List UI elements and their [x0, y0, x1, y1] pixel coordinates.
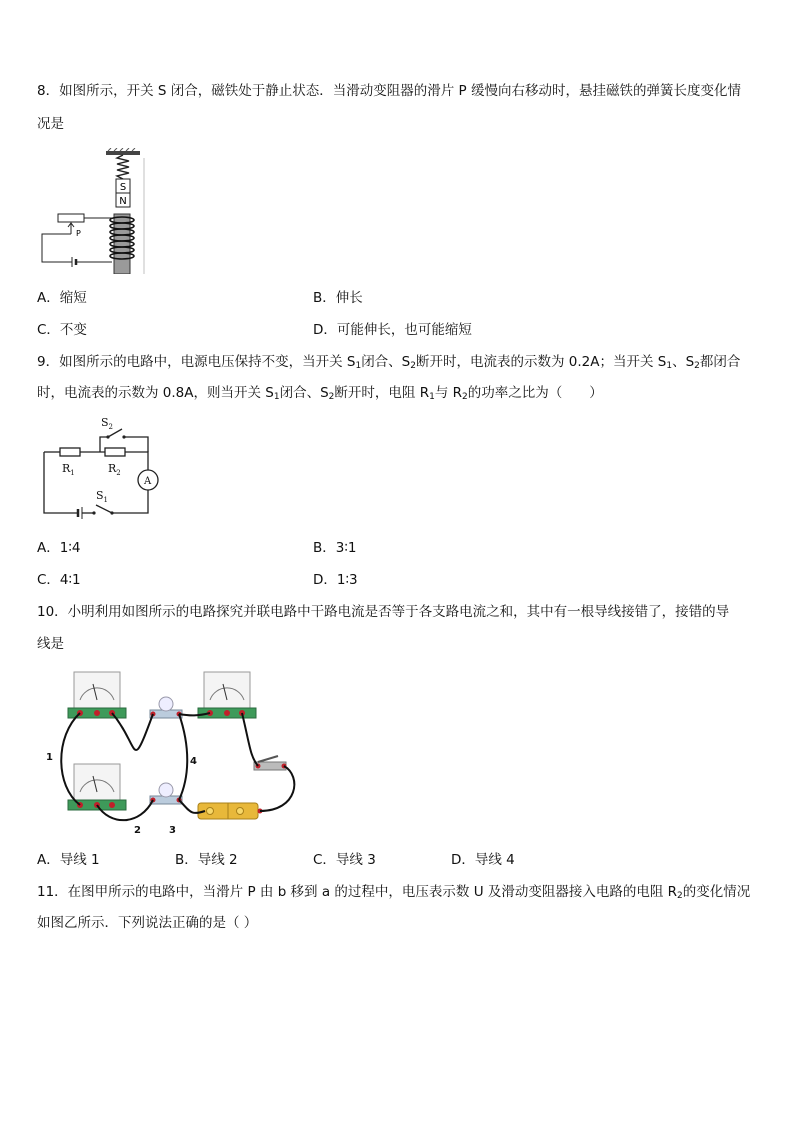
q9-option-d[interactable]: D．1∶3	[313, 572, 358, 588]
s1-label: $S_1$	[96, 489, 109, 504]
q9-option-a[interactable]: A．1∶4	[37, 540, 81, 556]
wire-left	[44, 452, 78, 513]
s1-blade	[96, 505, 112, 513]
ceiling-mount	[106, 151, 140, 155]
s2-right-wire	[124, 437, 148, 452]
q10-figure	[40, 666, 302, 838]
switch	[254, 756, 287, 770]
q8-stem-line1: 8．如图所示，开关 S 闭合，磁铁处于静止状态．当滑动变阻器的滑片 P 缓慢向右移动时，悬挂磁铁的弹簧长度变化情	[37, 83, 741, 99]
q10-stem-line2: 线是	[37, 636, 64, 652]
r2-label: $R_2$	[108, 462, 121, 477]
ammeter-top-right	[198, 672, 256, 718]
q9-stem-line2: 时，电流表的示数为 0.8A，则当开关 $S_1$闭合、$S_2$断开时，电阻 $R_1$与 $R_2$的功率之比为（ ）	[37, 385, 603, 402]
wire-right-bottom	[112, 490, 148, 513]
q8-option-d[interactable]: D．可能伸长，也可能缩短	[313, 322, 472, 338]
battery-pack	[198, 803, 263, 819]
q11-stem-line2: 如图乙所示．下列说法正确的是（ ）	[37, 915, 258, 931]
s2-left-wire	[100, 437, 108, 452]
ammeter-top-left	[68, 672, 126, 718]
slider-p-label: P	[76, 229, 81, 238]
magnet-n-label: N	[119, 196, 127, 207]
wire-meter-switch	[242, 713, 258, 766]
ammeter-label: A	[144, 476, 152, 487]
q8-stem-line2: 况是	[37, 116, 64, 132]
wire-3	[112, 713, 153, 750]
r2-symbol	[105, 448, 125, 456]
wire-label-3: 3	[169, 825, 176, 836]
q9-stem-line1: 9．如图所示的电路中，电源电压保持不变，当开关 $S_1$闭合、$S_2$断开时，电流表的示数为 0.2A；当开关 $S_1$、$S_2$都闭合	[37, 354, 741, 371]
q10-option-d[interactable]: D．导线 4	[451, 852, 515, 868]
s2-label: $S_2$	[101, 416, 114, 431]
wire-4	[179, 714, 187, 800]
wire-left	[42, 234, 72, 262]
q8-option-a[interactable]: A．缩短	[37, 290, 87, 306]
q11-stem-line1: 11．在图甲所示的电路中，当滑片 P 由 b 移到 a 的过程中，电压表示数 U 及滑动变阻器接入电路的电阻 $R_2$的变化情况	[37, 884, 751, 901]
magnet-s-label: S	[119, 182, 127, 193]
wire-switch-battery	[260, 766, 294, 811]
q9-figure	[38, 414, 163, 522]
r1-symbol	[60, 448, 80, 456]
q8-figure	[38, 148, 148, 274]
spring	[117, 155, 129, 179]
q9-option-b[interactable]: B．3∶1	[313, 540, 357, 556]
q9-option-c[interactable]: C．4∶1	[37, 572, 81, 588]
wire-label-4: 4	[190, 756, 197, 767]
ceiling-hatch	[108, 148, 135, 151]
bulb-top	[150, 697, 182, 718]
bulb-bottom	[150, 783, 182, 804]
r1-label: $R_1$	[62, 462, 75, 477]
rheostat	[58, 214, 84, 222]
wire-label-2: 2	[134, 825, 141, 836]
q10-option-c[interactable]: C．导线 3	[313, 852, 376, 868]
wire-label-1: 1	[46, 752, 53, 763]
q10-option-b[interactable]: B．导线 2	[175, 852, 238, 868]
q8-option-b[interactable]: B．伸长	[313, 290, 363, 306]
q10-option-a[interactable]: A．导线 1	[37, 852, 100, 868]
q8-option-c[interactable]: C．不变	[37, 322, 87, 338]
q10-stem-line1: 10．小明利用如图所示的电路探究并联电路中干路电流是否等于各支路电流之和，其中有一根导线接错了，接错的导	[37, 604, 730, 620]
